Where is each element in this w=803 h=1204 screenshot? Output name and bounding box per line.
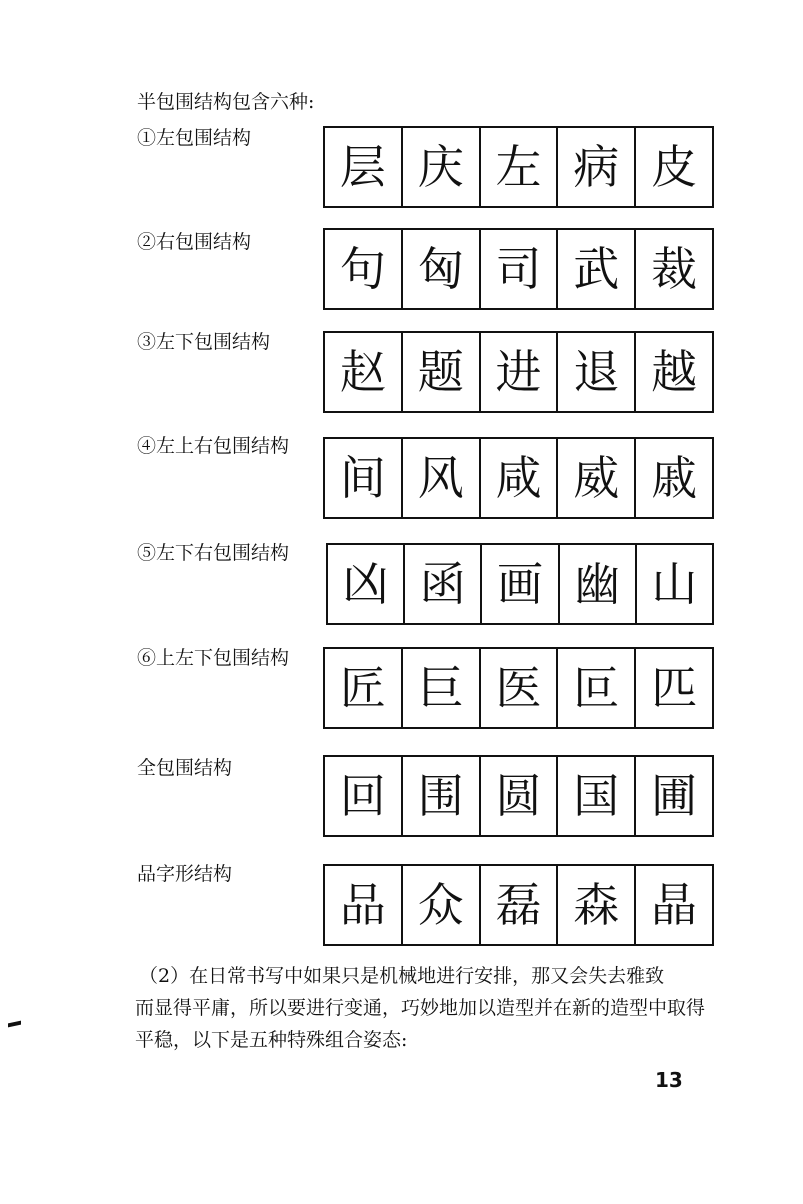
- char-cell: 国: [558, 757, 636, 835]
- row-label-full-enclosure: 全包围结构: [137, 757, 233, 779]
- margin-mark: [8, 1021, 21, 1028]
- char-cell: 匈: [403, 230, 481, 308]
- char-cell: 匹: [651, 661, 698, 715]
- char-cell: 众: [403, 866, 481, 944]
- char-cell: 退: [558, 333, 636, 411]
- char-cell: 幽: [560, 545, 637, 623]
- char-cell: 戚: [651, 451, 698, 505]
- char-cell: 皮: [651, 140, 698, 194]
- paragraph-line: 而显得平庸，所以要进行变通，巧妙地加以造型并在新的造型中取得: [135, 997, 706, 1019]
- char-cell: 磊: [481, 866, 559, 944]
- char-cell: 回: [325, 757, 403, 835]
- char-cell: 凶: [328, 545, 405, 623]
- char-cell: 裁: [651, 242, 698, 296]
- char-cell: 赵: [325, 333, 403, 411]
- char-cell: 森: [558, 866, 636, 944]
- paragraph-line: 平稳，以下是五种特殊组合姿态:: [135, 1029, 408, 1051]
- char-cell: 武: [558, 230, 636, 308]
- char-cell: 山: [651, 557, 698, 611]
- char-cell: 左: [481, 128, 559, 206]
- char-cell: 晶: [651, 878, 698, 932]
- char-cell: 医: [481, 649, 559, 727]
- char-cell: 品: [325, 866, 403, 944]
- char-cell: 间: [325, 439, 403, 517]
- row-label-left-enclosure: ①左包围结构: [137, 127, 252, 149]
- char-cell: 越: [651, 345, 698, 399]
- char-grid-bottom-left-right-enclosure: [326, 543, 714, 625]
- char-grid-right-enclosure: [323, 228, 714, 310]
- body-paragraph: [137, 960, 723, 1056]
- char-grid-top-left-right-enclosure: [323, 437, 714, 519]
- row-label-bottom-left-enclosure: ③左下包围结构: [137, 331, 271, 353]
- char-grid-full-enclosure: [323, 755, 714, 837]
- row-label-top-left-right-enclosure: ④左上右包围结构: [137, 435, 290, 457]
- char-cell: 叵: [558, 649, 636, 727]
- char-cell: 画: [482, 545, 559, 623]
- char-cell: 司: [481, 230, 559, 308]
- paragraph-line: （2）在日常书写中如果只是机械地进行安排，那又会失去雅致: [139, 965, 665, 987]
- char-cell: 咸: [481, 439, 559, 517]
- row-label-pin-structure: 品字形结构: [137, 863, 233, 885]
- char-cell: 圃: [651, 769, 698, 823]
- row-label-right-enclosure: ②右包围结构: [137, 231, 252, 253]
- row-label-bottom-left-right-enclosure: ⑤左下右包围结构: [137, 542, 290, 564]
- char-cell: 题: [403, 333, 481, 411]
- char-cell: 庆: [403, 128, 481, 206]
- char-cell: 巨: [403, 649, 481, 727]
- char-grid-bottom-left-enclosure: [323, 331, 714, 413]
- char-cell: 圆: [481, 757, 559, 835]
- page-number: 13: [655, 1068, 683, 1092]
- char-grid-pin-structure: [323, 864, 714, 946]
- char-cell: 病: [558, 128, 636, 206]
- char-cell: 围: [403, 757, 481, 835]
- char-cell: 威: [558, 439, 636, 517]
- row-label-top-left-bottom-enclosure: ⑥上左下包围结构: [137, 647, 290, 669]
- char-cell: 进: [481, 333, 559, 411]
- char-cell: 风: [403, 439, 481, 517]
- char-grid-top-left-bottom-enclosure: [323, 647, 714, 729]
- char-grid-left-enclosure: [323, 126, 714, 208]
- intro-text: 半包围结构包含六种:: [137, 91, 315, 113]
- char-cell: 函: [405, 545, 482, 623]
- char-cell: 匠: [325, 649, 403, 727]
- char-cell: 层: [325, 128, 403, 206]
- char-cell: 句: [325, 230, 403, 308]
